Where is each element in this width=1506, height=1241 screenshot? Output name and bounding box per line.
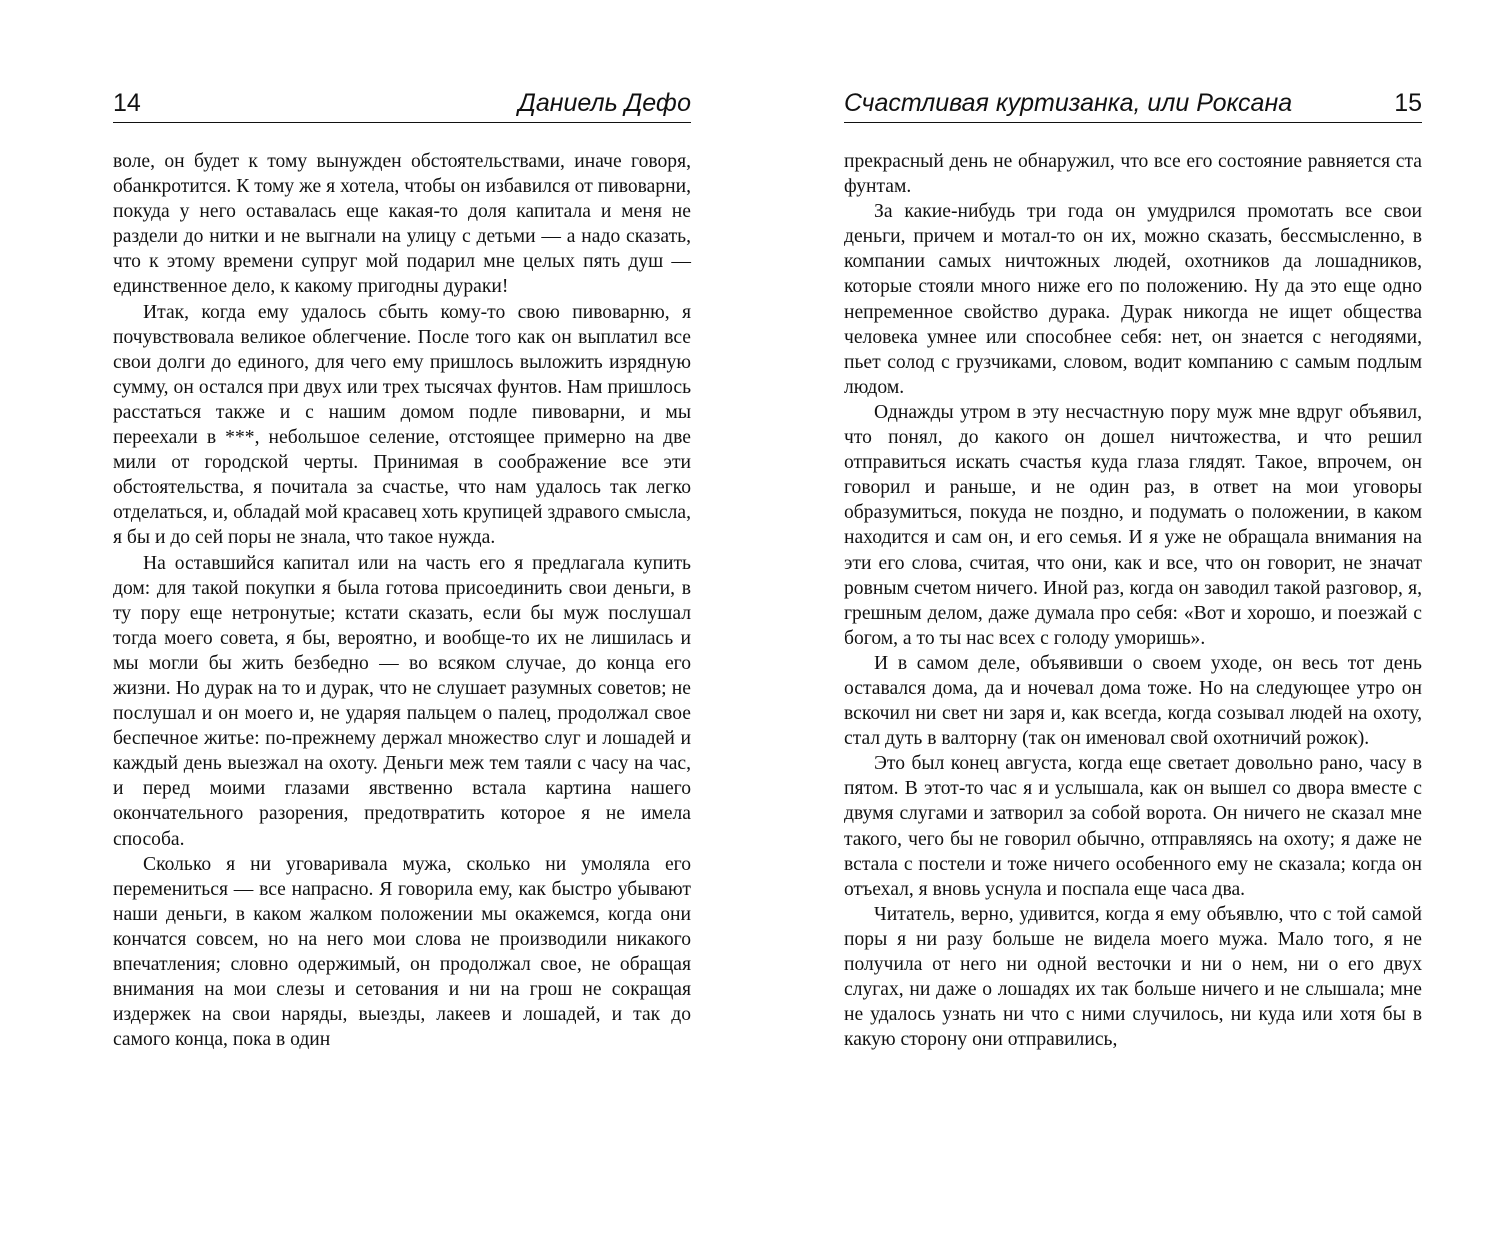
right-page (844, 88, 1422, 1052)
paragraph: Сколько я ни уговаривала мужа, сколько ни умоляла его перемениться — все напрасно. Я говорила ему, как быстро убывают наши деньги, в каком жалком положении мы окажемся, когда они кончатся совсем, но на него мои слова не производили никакого впечатления; словно одержимый, он продолжал свое, не обращая внимания на мои слезы и сетования и ни на грош не сокращая издержек на свои наряды, выезды, лакеев и лошадей, и так до самого конца, пока в один (113, 853, 691, 1051)
paragraph: Итак, когда ему удалось сбыть кому-то свою пивоварню, я почувствовала великое облегчение. После того как он выплатил все свои долги до единого, для чего ему пришлось выложить изрядную сумму, он остался при двух или трех тысячах фунтов. Нам пришлось расстаться также и с нашим домом подле пивоварни, и мы переехали в ***, небольшое селение, отстоящее примерно на две мили от городской черты. Принимая в соображение все эти обстоятельства, я почитала за счастье, что нам удалось так легко отделаться, и, обладай мой красавец хоть крупицей здравого смысла, я бы и до сей поры не знала, что такое нужда. (113, 301, 691, 549)
paragraph: воле, он будет к тому вынужден обстоятельствами, иначе говоря, обанкротится. К тому же я хотела, чтобы он избавился от пивоварни, покуда у него оставалась еще какая-то доля капитала и меня не раздели до нитки и не выгнали на улицу с детьми — а надо сказать, что к этому времени супруг мой подарил мне целых пять душ — единственное дело, к какому пригодны дураки! (113, 151, 691, 298)
left-page-body (113, 149, 691, 1052)
paragraph: За какие-нибудь три года он умудрился промотать все свои деньги, причем и мотал-то он их, можно сказать, бессмысленно, в компании самых ничтожных людей, охотников да лошадников, которые стояли много ниже его по положению. Ну да это еще одно непременное свойство дурака. Дурак никогда не ищет общества человека умнее или способнее себя: нет, он знается с негодяями, пьет солод с грузчиками, словом, водит компанию с самым подлым людом. (844, 201, 1422, 398)
left-page-header (113, 88, 691, 123)
left-page (113, 88, 691, 1052)
paragraph: Однажды утром в эту несчастную пору муж мне вдруг объявил, что понял, до какого он дошел ничтожества, и что решил отправиться искать счастья куда глаза глядят. Такое, впрочем, он говорил и раньше, и не один раз, в ответ на мои уговоры образумиться, покуда не поздно, и подумать о положении, в каком находится и сам он, и его семья. И я уже не обращала внимания на эти его слова, считая, что они, как и все, что он говорит, не значат ровным счетом ничего. Иной раз, когда он заводил такой разговор, я, грешным делом, даже думала про себя: «Вот и хорошо, и поезжай с богом, а то ты нас всех с голоду уморишь». (844, 401, 1422, 649)
page-number: 15 (1394, 89, 1422, 117)
right-page-body (844, 149, 1422, 1052)
paragraph: прекрасный день не обнаружил, что все его состояние равняется ста фунтам. (844, 151, 1422, 198)
running-title-book: Счастливая куртизанка, или Роксана (844, 89, 1293, 117)
page-number: 14 (113, 89, 141, 117)
running-title-author: Даниель Дефо (518, 89, 691, 117)
paragraph: И в самом деле, объявивши о своем уходе, он весь тот день оставался дома, да и ночевал дома тоже. Но на следующее утро он вскочил ни свет ни заря и, как всегда, когда созывал людей на охоту, стал дуть в валторну (так он именовал свой охотничий рожок). (844, 652, 1422, 750)
paragraph: Это был конец августа, когда еще светает довольно рано, часу в пятом. В этот-то час я и услышала, как он вышел со двора вместе с двумя слугами и затворил за собой ворота. Он ничего не сказал мне такого, чего бы не говорил обычно, отправляясь на охоту; я даже не встала с постели и тоже ничего особенного ему не сказала; когда он отъехал, я вновь уснула и поспала еще часа два. (844, 753, 1422, 900)
paragraph: На оставшийся капитал или на часть его я предлагала купить дом: для такой покупки я была готова присоединить свои деньги, в ту пору еще нетронутые; кстати сказать, если бы муж послушал тогда моего совета, я бы, вероятно, и вообще-то их не лишилась и мы могли бы жить безбедно — во всяком случае, до конца его жизни. Но дурак на то и дурак, что не слушает разумных советов; не послушал и он моего и, не ударяя пальцем о палец, продолжал свое беспечное житье: по-прежнему держал множество слуг и лошадей и каждый день выезжал на охоту. Деньги меж тем таяли с часу на час, и перед моими глазами явственно встала картина нашего окончательного разорения, предотвратить которое я не имела способа. (113, 552, 691, 850)
paragraph: Читатель, верно, удивится, когда я ему объявлю, что с той самой поры я ни разу больше не видела моего мужа. Мало того, я не получила от него ни одной весточки и ни о нем, ни о его двух слугах, ни даже о лошадях их так больше ничего и не слышала; мне не удалось узнать ни что с ними случилось, ни куда или хотя бы в какую сторону они отправились, (844, 903, 1422, 1051)
right-page-header (844, 88, 1422, 123)
